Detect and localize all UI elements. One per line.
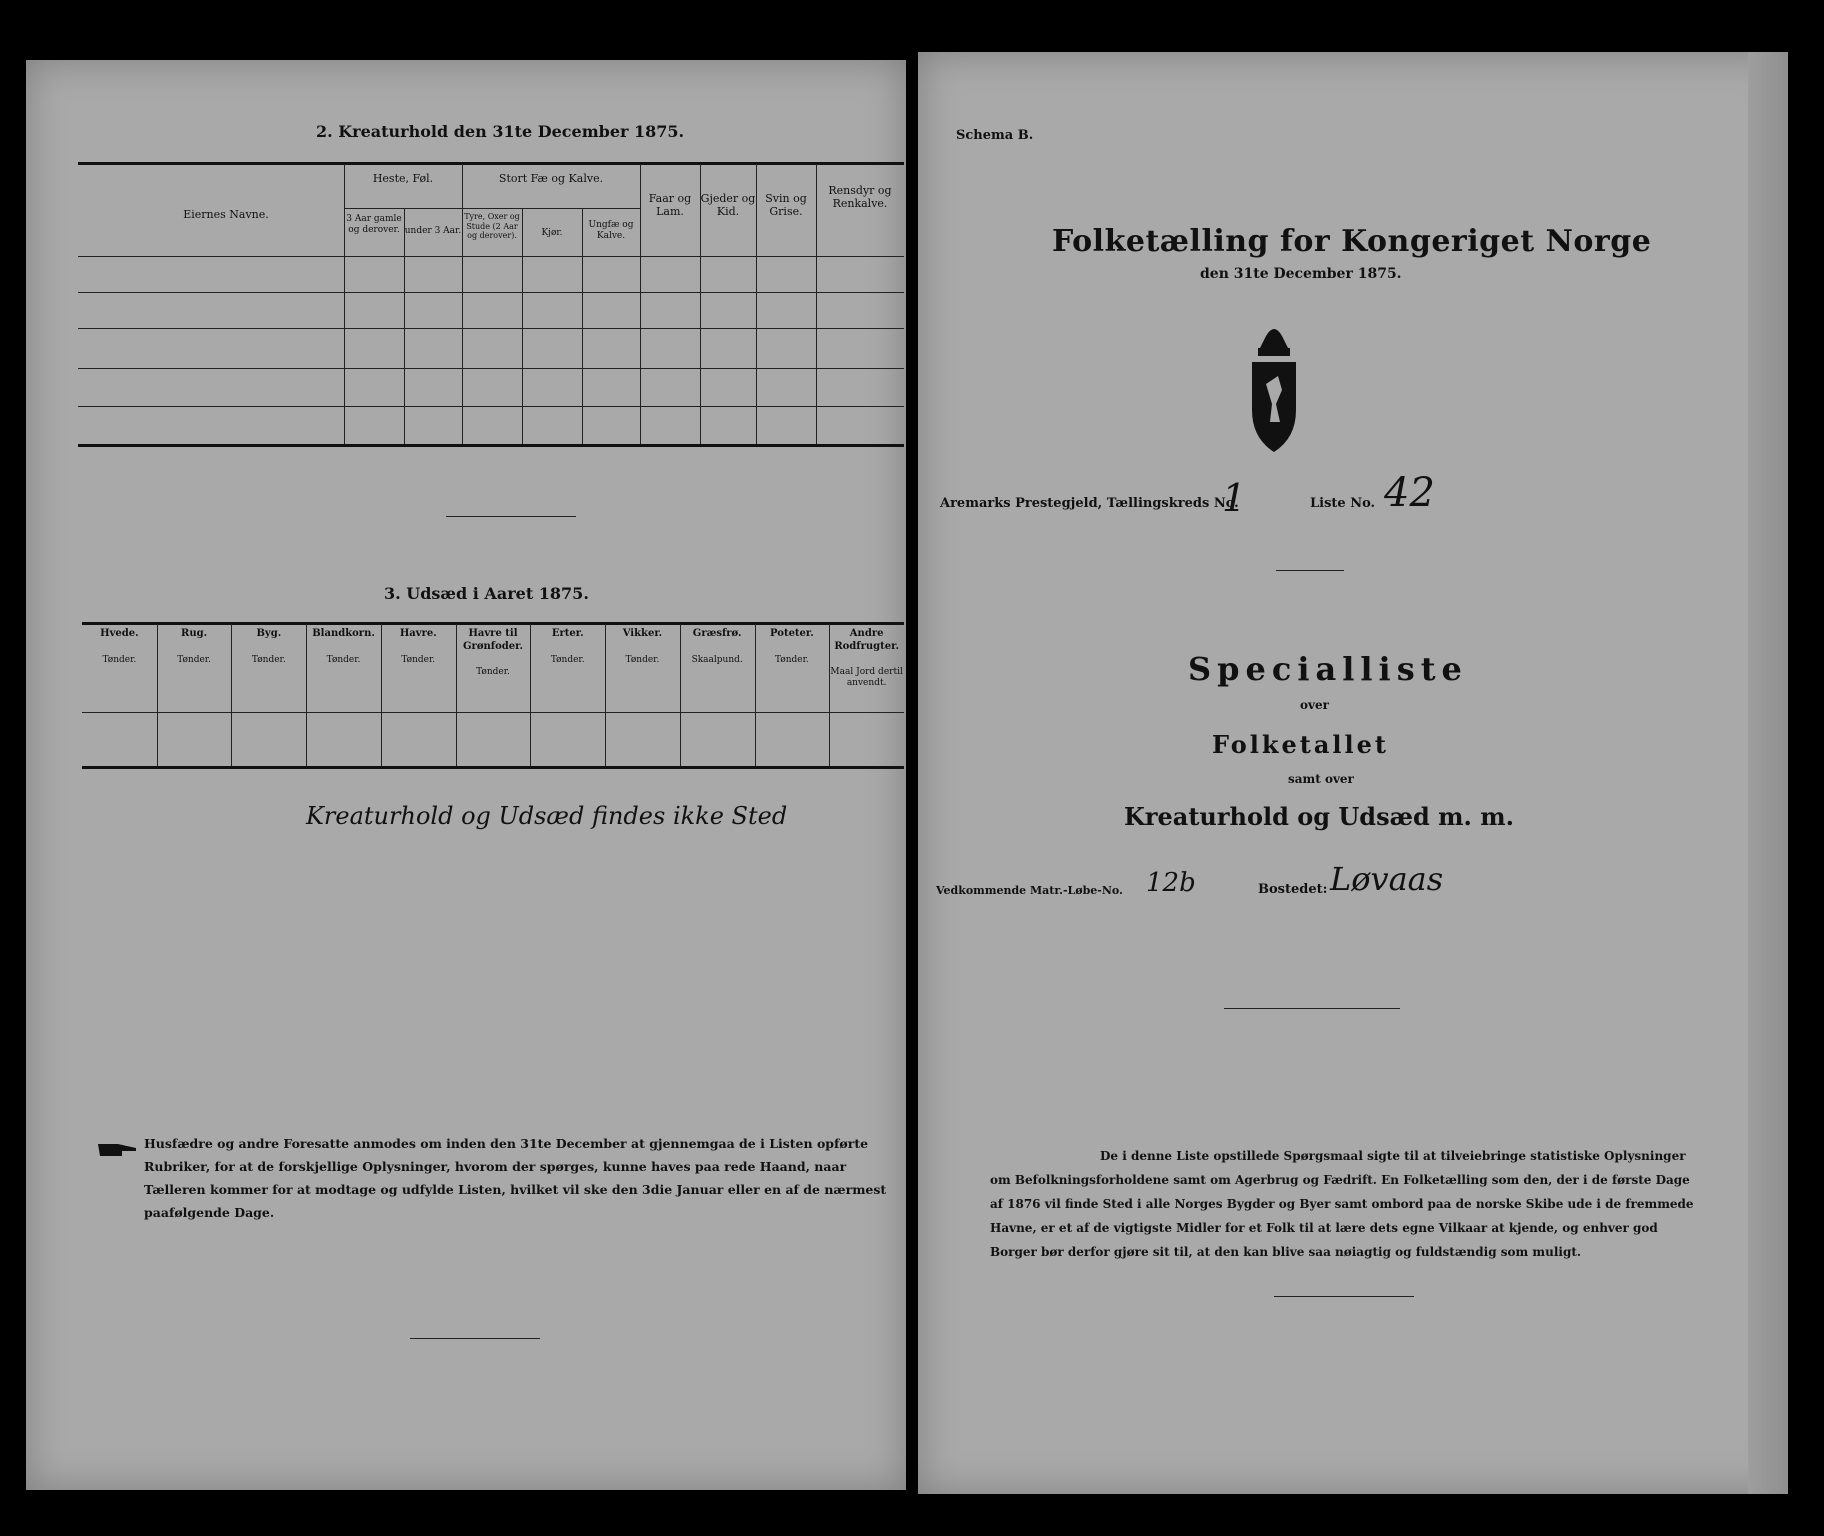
farm-label: Vedkommende Matr.-Løbe-No. <box>936 884 1123 897</box>
seed-col-divider <box>829 624 830 766</box>
parish-label: Aremarks Prestegjeld, <box>940 496 1103 511</box>
col-heste-b: under 3 Aar. <box>404 226 462 236</box>
bosted-value: Løvaas <box>1330 860 1444 898</box>
seed-col-0 <box>82 628 157 666</box>
col-rensdyr: Rensdyr og Renkalve. <box>828 184 892 211</box>
seed-col-6 <box>530 628 605 666</box>
district-value: 1 <box>1222 476 1247 520</box>
seed-col-name: Blandkorn. <box>312 628 375 639</box>
seed-col-unit: Maal Jord dertil anvendt. <box>830 667 903 689</box>
norwegian-coat-of-arms-icon <box>1242 318 1306 468</box>
seed-bottom-rule <box>82 766 904 769</box>
right-page <box>918 52 1788 1494</box>
seed-col-2 <box>231 628 306 666</box>
over-text-1: over <box>1300 698 1329 712</box>
handwritten-note: Kreaturhold og Udsæd findes ikke Sted <box>306 802 788 830</box>
seed-col-unit: Tønder. <box>401 654 436 665</box>
farm-value: 12b <box>1146 868 1196 898</box>
seed-col-name: Havre til Grønfoder. <box>463 628 523 652</box>
section2-title: 2. Kreaturhold den 31te December 1875. <box>316 122 685 141</box>
col-stort: Stort Fæ og Kalve. <box>498 172 604 185</box>
seed-col-unit: Tønder. <box>102 654 137 665</box>
seed-col-4 <box>381 628 456 666</box>
samt-over-text: samt over <box>1288 772 1354 786</box>
left-page <box>26 60 906 1490</box>
seed-col-unit: Tønder. <box>177 654 211 665</box>
seed-col-1 <box>157 628 232 666</box>
seed-col-divider <box>381 624 382 766</box>
schema-label: Schema B. <box>956 128 1034 143</box>
seed-col-name: Rug. <box>181 628 208 639</box>
seed-col-divider <box>755 624 756 766</box>
specialliste-heading: Specialliste <box>1188 650 1468 688</box>
seed-col-name: Byg. <box>256 628 282 639</box>
col-stort-b: Kjør. <box>541 228 563 238</box>
seed-col-9 <box>755 628 830 666</box>
col-svin: Svin og Grise. <box>765 192 807 219</box>
seed-col-10 <box>829 628 904 690</box>
seed-col-3 <box>306 628 381 666</box>
seed-col-divider <box>306 624 307 766</box>
col-faar: Faar og Lam. <box>648 192 692 219</box>
seed-col-8 <box>680 628 755 666</box>
col-heste-a: 3 Aar gamle og derover. <box>346 214 402 235</box>
bosted-label: Bostedet: <box>1258 882 1328 897</box>
livestock-header-rule <box>78 256 904 257</box>
seed-col-divider <box>680 624 681 766</box>
seed-col-name: Vikker. <box>622 628 663 639</box>
separator-rule <box>446 516 576 517</box>
seed-col-name: Poteter. <box>770 628 814 639</box>
seed-top-rule <box>82 622 904 625</box>
seed-col-name: Andre Rodfrugter. <box>834 628 899 652</box>
seed-col-unit: Tønder. <box>476 667 510 677</box>
col-heste: Heste, Føl. <box>372 172 434 185</box>
instruction-text: Husfædre og andre Foresatte anmodes om inden den 31te December at gjennemgaa de i Listen opførte Rubriker, for at de forskjellige Oplysninger, hvorom der spørges, kunne haves paa rede Haand, naar Tælleren kommer for at modtage og udfylde Listen, hvilket vil ske den 3die Januar eller en af de nærmest paafølgende Dage. <box>144 1136 887 1220</box>
seed-col-divider <box>157 624 158 766</box>
main-title: Folketælling for Kongeriget Norge <box>1052 224 1652 259</box>
district-label: Tællingskreds No. <box>1106 496 1239 511</box>
col-owner: Eiernes Navne. <box>183 208 269 221</box>
explanatory-paragraph: De i denne Liste opstillede Spørgsmaal sigte til at tilveiebringe statistiske Oplysninger om Befolkningsforholdene samt om Agerbrug og Fædrift. En Folketælling som den, der i de første Dage af 1876 vil finde Sted i alle Norges Bygder og Byer samt ombord paa de norske Skibe ude i de fremmede Havne, er et af de vigtigste Midler for et Folk til at lære dets egne Vilkaar at kjende, og enhver god Borger bør derfor gjøre sit til, at den kan blive saa nøiagtig og fuldstændig som muligt. <box>990 1149 1694 1259</box>
folketallet-heading: Folketallet <box>1212 730 1389 759</box>
pointing-hand-icon <box>96 1140 140 1160</box>
seed-col-divider <box>605 624 606 766</box>
seed-col-unit: Tønder. <box>251 654 286 665</box>
col-stort-a: Tyre, Oxer og Stude (2 Aar og derover). <box>464 212 520 241</box>
list-label: Liste No. <box>1310 496 1376 511</box>
seed-col-7 <box>605 628 680 666</box>
seed-col-divider <box>231 624 232 766</box>
col-stort-c: Ungfæ og Kalve. <box>588 220 634 241</box>
seed-col-unit: Tønder. <box>625 654 660 665</box>
seed-col-divider <box>530 624 531 766</box>
livestock-top-rule <box>78 162 904 165</box>
seed-col-unit: Tønder. <box>550 654 585 665</box>
seed-col-divider <box>456 624 457 766</box>
livestock-bottom-rule <box>78 444 904 447</box>
kreaturhold-heading: Kreaturhold og Udsæd m. m. <box>1124 802 1514 831</box>
seed-col-name: Hvede. <box>100 628 139 639</box>
col-gjeder: Gjeder og Kid. <box>700 192 756 219</box>
census-date: den 31te December 1875. <box>1200 266 1402 282</box>
seed-col-unit: Skaalpund. <box>691 654 743 665</box>
seed-col-unit: Tønder. <box>775 654 809 665</box>
seed-col-name: Erter. <box>551 628 584 639</box>
seed-col-unit: Tønder. <box>326 654 361 665</box>
seed-col-5 <box>456 628 531 678</box>
section3-title: 3. Udsæd i Aaret 1875. <box>384 584 589 603</box>
seed-col-name: Havre. <box>399 628 437 639</box>
list-value: 42 <box>1384 470 1435 516</box>
seed-col-name: Græsfrø. <box>692 628 742 639</box>
